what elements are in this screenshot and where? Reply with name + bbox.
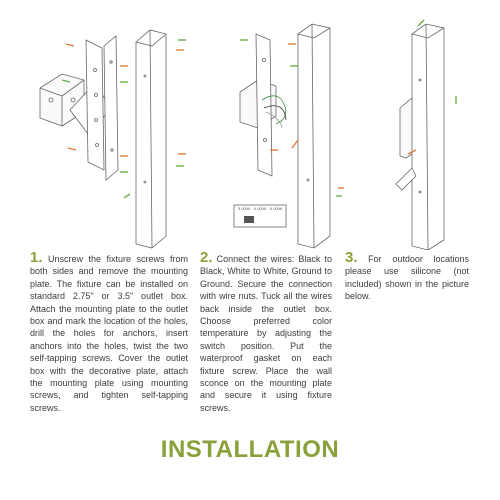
step-3 [345, 249, 469, 303]
switch-label-2: 4,000K [254, 206, 267, 211]
step-number: 2. [200, 249, 213, 266]
step-text: Unscrew the fixture screws from both sides and remove the mounting plate. The fixture can be installed on standard 2.75" or 3.5" outlet box. Attach the mounting plate to the outlet box and mark the location of the holes, drill the holes for anchors, insert anchors into the holes, twist the two self-tapping screws. Cover the outlet box with the decorative plate, attach the mounting plate using mounting screws, and tighten self-tapping screws. [30, 254, 188, 413]
switch-label-1: 3,000K [238, 206, 251, 211]
step-text: For outdoor locations please use silicone (not included) shown in the picture below. [345, 254, 469, 302]
step-number: 3. [345, 249, 358, 266]
diagram-step-1 [40, 30, 166, 248]
step-text: Connect the wires: Black to Black, White to White, Ground to Ground. Secure the connection with wire nuts. Tuck all the wires back inside the outlet box. Choose preferred color temperature by adjusting the switch position. Put the waterproof gasket on each fixture screw. Place the wall sconce on the mounting plate and secure it using fixture screws. [200, 254, 332, 413]
step-2 [200, 249, 332, 414]
diagram-step-2 [234, 24, 330, 248]
switch-label-3: 5,000K [270, 206, 283, 211]
step-1 [30, 249, 188, 414]
diagram-step-3 [396, 24, 444, 250]
step-number: 1. [30, 249, 43, 266]
page-title: INSTALLATION [160, 436, 340, 463]
